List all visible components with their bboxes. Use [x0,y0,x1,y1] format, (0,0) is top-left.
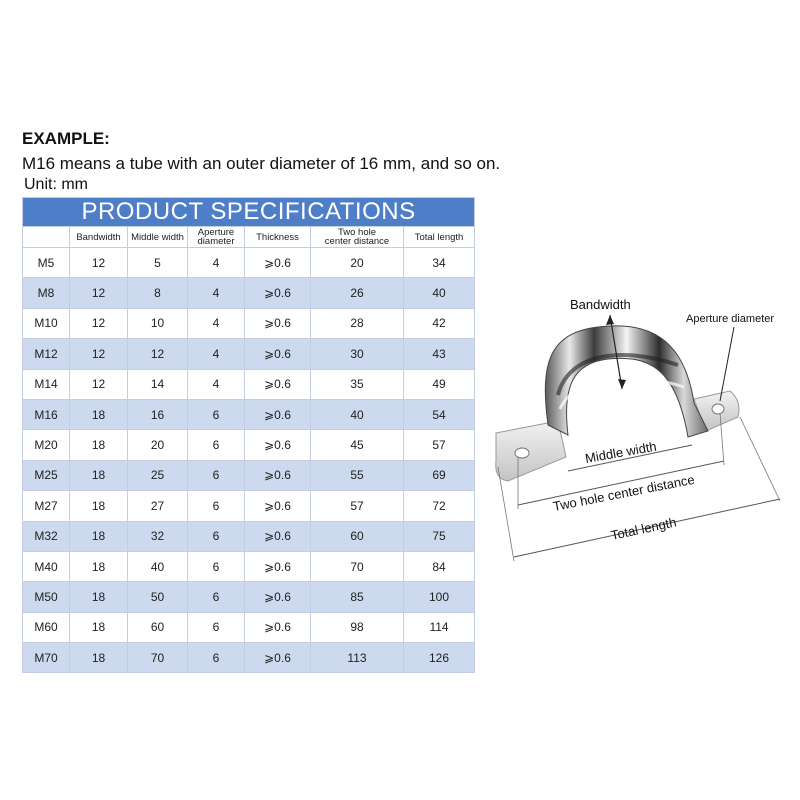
value-cell: 34 [404,248,475,278]
value-cell: 18 [70,430,128,460]
value-cell: 57 [311,491,404,521]
value-cell: 28 [311,308,404,338]
table-row [23,248,475,278]
value-cell: 4 [188,248,245,278]
value-cell: ⩾0.6 [245,308,311,338]
value-cell: ⩾0.6 [245,582,311,612]
table-row [23,460,475,490]
column-header: Thickness [245,227,311,248]
bandwidth-label: Bandwidth [570,297,631,312]
value-cell: ⩾0.6 [245,369,311,399]
value-cell: 27 [128,491,188,521]
size-cell: M27 [23,491,70,521]
value-cell: ⩾0.6 [245,551,311,581]
value-cell: ⩾0.6 [245,278,311,308]
table-row [23,339,475,369]
value-cell: 114 [404,612,475,642]
value-cell: 20 [128,430,188,460]
value-cell: 43 [404,339,475,369]
value-cell: 12 [70,339,128,369]
size-cell: M14 [23,369,70,399]
value-cell: ⩾0.6 [245,339,311,369]
value-cell: 55 [311,460,404,490]
value-cell: ⩾0.6 [245,248,311,278]
total-length-label: Total length [609,514,678,543]
table-row [23,582,475,612]
value-cell: 26 [311,278,404,308]
size-cell: M12 [23,339,70,369]
value-cell: 18 [70,460,128,490]
example-section [22,128,500,195]
table-row [23,551,475,581]
value-cell: 30 [311,339,404,369]
table-row [23,643,475,673]
size-cell: M32 [23,521,70,551]
value-cell: 18 [70,521,128,551]
column-header: Middle width [128,227,188,248]
column-header [23,227,70,248]
value-cell: ⩾0.6 [245,430,311,460]
value-cell: 6 [188,612,245,642]
table-row [23,308,475,338]
value-cell: 45 [311,430,404,460]
value-cell: ⩾0.6 [245,521,311,551]
value-cell: 60 [128,612,188,642]
value-cell: 20 [311,248,404,278]
value-cell: 18 [70,491,128,521]
size-cell: M60 [23,612,70,642]
column-header: Two hole center distance [311,227,404,248]
value-cell: ⩾0.6 [245,612,311,642]
value-cell: 6 [188,643,245,673]
table-row [23,430,475,460]
table-row [23,491,475,521]
size-cell: M5 [23,248,70,278]
aperture-leader [720,327,734,401]
value-cell: 72 [404,491,475,521]
value-cell: 18 [70,643,128,673]
value-cell: 18 [70,612,128,642]
value-cell: 25 [128,460,188,490]
clamp-diagram [488,285,788,585]
value-cell: 6 [188,460,245,490]
value-cell: 12 [70,369,128,399]
size-cell: M10 [23,308,70,338]
size-cell: M8 [23,278,70,308]
value-cell: 85 [311,582,404,612]
value-cell: 10 [128,308,188,338]
value-cell: 49 [404,369,475,399]
value-cell: 12 [128,339,188,369]
value-cell: 18 [70,582,128,612]
value-cell: 113 [311,643,404,673]
value-cell: 54 [404,399,475,429]
value-cell: 70 [311,551,404,581]
size-cell: M70 [23,643,70,673]
value-cell: 4 [188,339,245,369]
middle-width-label: Middle width [583,438,658,466]
value-cell: 6 [188,399,245,429]
unit-label: Unit: mm [24,176,88,193]
table-header-row [23,227,475,248]
value-cell: 98 [311,612,404,642]
table-row [23,521,475,551]
right-hole [712,404,724,414]
value-cell: ⩾0.6 [245,643,311,673]
value-cell: 6 [188,491,245,521]
table-row [23,369,475,399]
value-cell: 32 [128,521,188,551]
table-row [23,612,475,642]
size-cell: M25 [23,460,70,490]
table-row [23,399,475,429]
value-cell: 42 [404,308,475,338]
value-cell: 4 [188,278,245,308]
aperture-label: Aperture diameter [686,313,775,325]
column-header: Aperture diameter [188,227,245,248]
table-banner: PRODUCT SPECIFICATIONS [23,198,475,227]
size-cell: M50 [23,582,70,612]
value-cell: 40 [128,551,188,581]
value-cell: 57 [404,430,475,460]
value-cell: 18 [70,399,128,429]
value-cell: 6 [188,521,245,551]
size-cell: M16 [23,399,70,429]
example-description: M16 means a tube with an outer diameter of 16 mm, and so on. [22,154,501,173]
value-cell: 84 [404,551,475,581]
value-cell: 8 [128,278,188,308]
table-body [23,248,475,673]
value-cell: 6 [188,582,245,612]
value-cell: 60 [311,521,404,551]
value-cell: 35 [311,369,404,399]
size-cell: M20 [23,430,70,460]
value-cell: 40 [311,399,404,429]
value-cell: 14 [128,369,188,399]
column-header: Bandwidth [70,227,128,248]
value-cell: 4 [188,369,245,399]
value-cell: 5 [128,248,188,278]
value-cell: 126 [404,643,475,673]
value-cell: 6 [188,551,245,581]
value-cell: 50 [128,582,188,612]
value-cell: ⩾0.6 [245,491,311,521]
two-hole-label: Two hole center distance [551,471,696,514]
column-header: Total length [404,227,475,248]
value-cell: 16 [128,399,188,429]
left-hole [515,448,529,458]
value-cell: ⩾0.6 [245,399,311,429]
value-cell: 12 [70,248,128,278]
table-row [23,278,475,308]
specifications-table [22,197,475,673]
value-cell: 18 [70,551,128,581]
value-cell: 12 [70,308,128,338]
value-cell: 40 [404,278,475,308]
value-cell: 4 [188,308,245,338]
value-cell: ⩾0.6 [245,460,311,490]
value-cell: 75 [404,521,475,551]
value-cell: 6 [188,430,245,460]
size-cell: M40 [23,551,70,581]
value-cell: 69 [404,460,475,490]
value-cell: 12 [70,278,128,308]
value-cell: 100 [404,582,475,612]
example-title: EXAMPLE: [22,129,110,148]
value-cell: 70 [128,643,188,673]
